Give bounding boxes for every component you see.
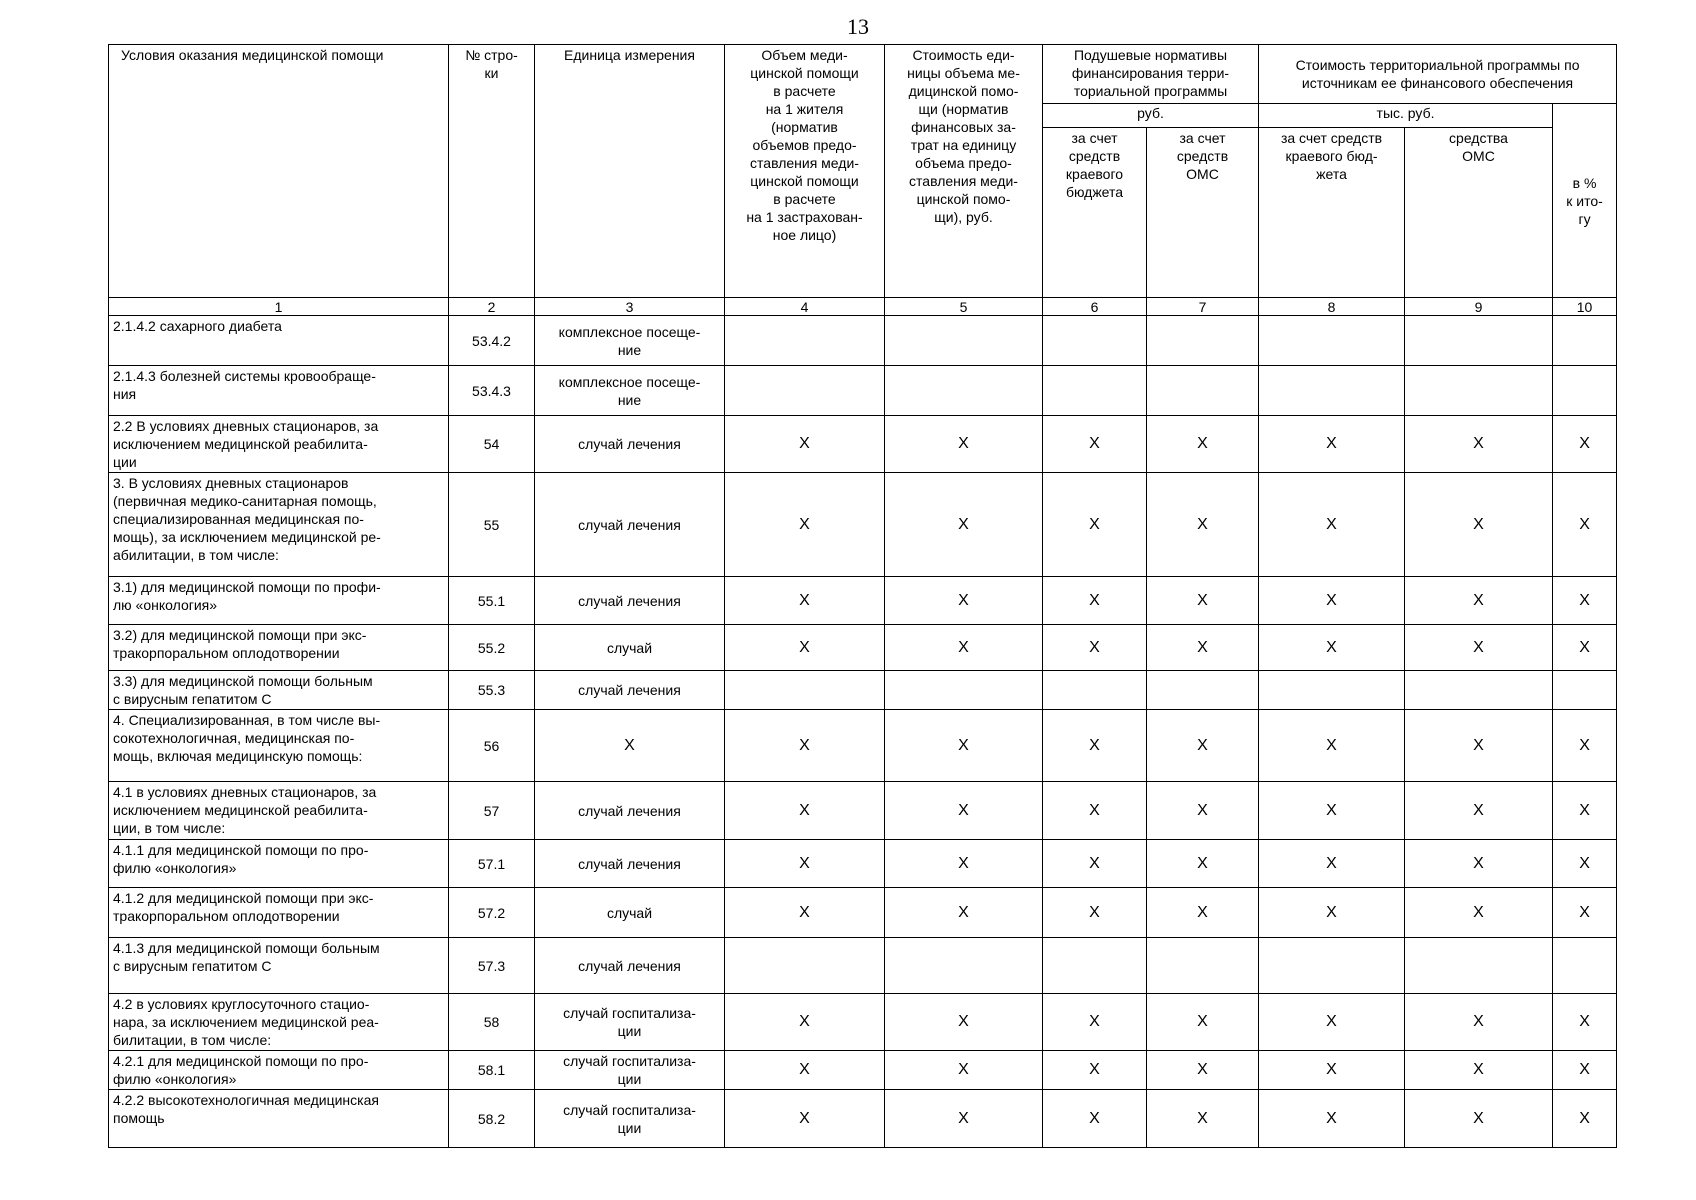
value-cell: Х: [1259, 994, 1405, 1051]
row-number-cell: 58: [449, 994, 535, 1051]
column-number: 3: [535, 298, 725, 316]
value-cell: Х: [1405, 577, 1553, 625]
value-cell: [1147, 366, 1259, 416]
row-number-cell: 53.4.2: [449, 316, 535, 366]
unit-cell: случай лечения: [535, 671, 725, 710]
value-cell: Х: [1147, 473, 1259, 577]
value-cell: Х: [1553, 994, 1617, 1051]
value-cell: Х: [1405, 625, 1553, 671]
value-cell: [1405, 366, 1553, 416]
table-row: [109, 710, 1617, 782]
value-cell: Х: [885, 710, 1043, 782]
unit-cell: случай лечения: [535, 416, 725, 473]
value-cell: Х: [725, 625, 885, 671]
table-row: [109, 577, 1617, 625]
value-cell: Х: [1553, 710, 1617, 782]
header-rub: руб.: [1043, 104, 1259, 128]
value-cell: Х: [1553, 577, 1617, 625]
value-cell: [725, 938, 885, 994]
value-cell: [1259, 366, 1405, 416]
unit-cell: случай: [535, 888, 725, 938]
value-cell: Х: [1043, 1090, 1147, 1148]
header-oms-funds-thousand: средства ОМС: [1405, 128, 1553, 298]
value-cell: Х: [1147, 1051, 1259, 1090]
value-cell: Х: [1147, 577, 1259, 625]
condition-cell: 2.2 В условиях дневных стационаров, за исключением медицинской реабилита- ции: [109, 416, 449, 473]
unit-cell: случай лечения: [535, 938, 725, 994]
value-cell: [1259, 938, 1405, 994]
value-cell: Х: [725, 473, 885, 577]
value-cell: [1405, 316, 1553, 366]
value-cell: Х: [1147, 994, 1259, 1051]
value-cell: Х: [725, 1051, 885, 1090]
value-cell: Х: [1147, 625, 1259, 671]
value-cell: Х: [885, 994, 1043, 1051]
value-cell: Х: [1553, 473, 1617, 577]
value-cell: Х: [1043, 625, 1147, 671]
value-cell: Х: [885, 473, 1043, 577]
header-thousand-rub: тыс. руб.: [1259, 104, 1553, 128]
value-cell: [885, 938, 1043, 994]
value-cell: Х: [1259, 625, 1405, 671]
unit-cell: случай госпитализа- ции: [535, 994, 725, 1051]
column-number: 7: [1147, 298, 1259, 316]
value-cell: Х: [1259, 888, 1405, 938]
row-number-cell: 55: [449, 473, 535, 577]
value-cell: Х: [1043, 782, 1147, 840]
table-row: [109, 1090, 1617, 1148]
value-cell: Х: [1405, 473, 1553, 577]
value-cell: Х: [1553, 840, 1617, 888]
row-number-cell: 55.3: [449, 671, 535, 710]
value-cell: Х: [885, 577, 1043, 625]
value-cell: Х: [1405, 782, 1553, 840]
value-cell: Х: [1043, 710, 1147, 782]
row-number-cell: 54: [449, 416, 535, 473]
value-cell: Х: [725, 782, 885, 840]
value-cell: [1553, 938, 1617, 994]
value-cell: Х: [1043, 416, 1147, 473]
value-cell: Х: [1405, 416, 1553, 473]
value-cell: Х: [1147, 840, 1259, 888]
value-cell: Х: [1043, 577, 1147, 625]
value-cell: Х: [725, 840, 885, 888]
condition-cell: 3.1) для медицинской помощи по профи- лю «онкология»: [109, 577, 449, 625]
value-cell: [885, 316, 1043, 366]
condition-cell: 4. Специализированная, в том числе вы- сокотехнологичная, медицинская по- мощь, включая медицинскую помощь:: [109, 710, 449, 782]
unit-cell: комплексное посеще- ние: [535, 316, 725, 366]
condition-cell: 3.2) для медицинской помощи при экс- тракорпоральном оплодотворении: [109, 625, 449, 671]
value-cell: Х: [725, 577, 885, 625]
value-cell: Х: [1043, 888, 1147, 938]
value-cell: Х: [1405, 710, 1553, 782]
value-cell: Х: [1553, 625, 1617, 671]
value-cell: Х: [725, 1090, 885, 1148]
header-per-capita: Подушевые нормативы финансирования терри- ториальной программы: [1043, 45, 1259, 104]
value-cell: Х: [725, 416, 885, 473]
value-cell: [1405, 671, 1553, 710]
value-cell: [1553, 671, 1617, 710]
value-cell: Х: [725, 994, 885, 1051]
unit-cell: Х: [535, 710, 725, 782]
condition-cell: 4.2.2 высокотехнологичная медицинская помощь: [109, 1090, 449, 1148]
unit-cell: случай лечения: [535, 577, 725, 625]
value-cell: Х: [1259, 577, 1405, 625]
condition-cell: 4.2 в условиях круглосуточного стацио- нара, за исключением медицинской реа- билитации, в том числе:: [109, 994, 449, 1051]
header-oms-funds: за счет средств ОМС: [1147, 128, 1259, 298]
condition-cell: 4.1 в условиях дневных стационаров, за исключением медицинской реабилита- ции, в том числе:: [109, 782, 449, 840]
header-conditions: Условия оказания медицинской помощи: [109, 45, 449, 298]
value-cell: Х: [885, 782, 1043, 840]
value-cell: [1147, 938, 1259, 994]
column-number: 4: [725, 298, 885, 316]
row-number-cell: 55.2: [449, 625, 535, 671]
unit-cell: случай лечения: [535, 782, 725, 840]
row-number-cell: 58.1: [449, 1051, 535, 1090]
table-row: [109, 782, 1617, 840]
table-row: [109, 938, 1617, 994]
value-cell: Х: [885, 625, 1043, 671]
value-cell: Х: [885, 840, 1043, 888]
table-row: [109, 1051, 1617, 1090]
column-number: 2: [449, 298, 535, 316]
value-cell: Х: [885, 416, 1043, 473]
value-cell: Х: [1259, 1051, 1405, 1090]
value-cell: [1043, 938, 1147, 994]
condition-cell: 4.1.2 для медицинской помощи при экс- тракорпоральном оплодотворении: [109, 888, 449, 938]
row-number-cell: 57.3: [449, 938, 535, 994]
table-row: [109, 625, 1617, 671]
condition-cell: 2.1.4.3 болезней системы кровообраще- ния: [109, 366, 449, 416]
unit-cell: комплексное посеще- ние: [535, 366, 725, 416]
condition-cell: 2.1.4.2 сахарного диабета: [109, 316, 449, 366]
header-program-cost: Стоимость территориальной программы по источникам ее финансового обеспечения: [1259, 45, 1617, 104]
value-cell: Х: [885, 1090, 1043, 1148]
value-cell: Х: [1259, 416, 1405, 473]
row-number-cell: 58.2: [449, 1090, 535, 1148]
condition-cell: 3. В условиях дневных стационаров (первичная медико-санитарная помощь, специализированная медицинская по- мощь), за исключением медицинской ре- абилитации, в том числе:: [109, 473, 449, 577]
value-cell: Х: [1259, 1090, 1405, 1148]
condition-cell: 4.1.3 для медицинской помощи больным с вирусным гепатитом С: [109, 938, 449, 994]
unit-cell: случай госпитализа- ции: [535, 1090, 725, 1148]
value-cell: Х: [885, 1051, 1043, 1090]
value-cell: Х: [1553, 782, 1617, 840]
value-cell: Х: [1043, 1051, 1147, 1090]
value-cell: [885, 366, 1043, 416]
row-number-cell: 57.1: [449, 840, 535, 888]
value-cell: Х: [1259, 840, 1405, 888]
value-cell: [725, 671, 885, 710]
table-row: [109, 316, 1617, 366]
value-cell: Х: [1259, 473, 1405, 577]
program-cost-table: [108, 44, 1617, 1148]
value-cell: Х: [1259, 782, 1405, 840]
value-cell: Х: [725, 710, 885, 782]
value-cell: [1043, 316, 1147, 366]
table-row: [109, 671, 1617, 710]
value-cell: Х: [1147, 710, 1259, 782]
header-row-number: № стро- ки: [449, 45, 535, 298]
value-cell: [1147, 671, 1259, 710]
value-cell: Х: [1405, 888, 1553, 938]
value-cell: Х: [1553, 1090, 1617, 1148]
value-cell: [885, 671, 1043, 710]
unit-cell: случай госпитализа- ции: [535, 1051, 725, 1090]
column-number: 6: [1043, 298, 1147, 316]
value-cell: [1147, 316, 1259, 366]
row-number-cell: 55.1: [449, 577, 535, 625]
condition-cell: 3.3) для медицинской помощи больным с вирусным гепатитом С: [109, 671, 449, 710]
row-number-cell: 56: [449, 710, 535, 782]
table-row: [109, 840, 1617, 888]
header-percent-total: в % к ито- гу: [1553, 104, 1617, 298]
value-cell: [725, 366, 885, 416]
column-number: 10: [1553, 298, 1617, 316]
value-cell: Х: [1147, 1090, 1259, 1148]
header-regional-budget: за счет средств краевого бюджета: [1043, 128, 1147, 298]
column-number-row: [109, 298, 1617, 316]
condition-cell: 4.1.1 для медицинской помощи по про- филю «онкология»: [109, 840, 449, 888]
header-regional-budget-thousand: за счет средств краевого бюд- жета: [1259, 128, 1405, 298]
value-cell: [1553, 366, 1617, 416]
row-number-cell: 53.4.3: [449, 366, 535, 416]
condition-cell: 4.2.1 для медицинской помощи по про- филю «онкология»: [109, 1051, 449, 1090]
value-cell: Х: [1147, 416, 1259, 473]
header-volume: Объем меди- цинской помощи в расчете на 1 жителя (норматив объемов предо- ставления меди- цинской помощи в расчете на 1 застрахован- ное лицо): [725, 45, 885, 298]
value-cell: Х: [1405, 1090, 1553, 1148]
unit-cell: случай: [535, 625, 725, 671]
header-unit-cost: Стоимость еди- ницы объема ме- дицинской помо- щи (норматив финансовых за- трат на единицу объема предо- ставления меди- цинской помо- щи), руб.: [885, 45, 1043, 298]
value-cell: [1553, 316, 1617, 366]
value-cell: Х: [1553, 1051, 1617, 1090]
header-unit: Единица измерения: [535, 45, 725, 298]
unit-cell: случай лечения: [535, 473, 725, 577]
column-number: 9: [1405, 298, 1553, 316]
value-cell: Х: [1405, 1051, 1553, 1090]
table-row: [109, 888, 1617, 938]
column-number: 1: [109, 298, 449, 316]
value-cell: [1259, 671, 1405, 710]
table-row: [109, 366, 1617, 416]
value-cell: [1043, 671, 1147, 710]
table-row: [109, 473, 1617, 577]
row-number-cell: 57: [449, 782, 535, 840]
value-cell: Х: [1405, 840, 1553, 888]
value-cell: Х: [1147, 888, 1259, 938]
row-number-cell: 57.2: [449, 888, 535, 938]
value-cell: [1259, 316, 1405, 366]
value-cell: Х: [1147, 782, 1259, 840]
value-cell: Х: [1259, 710, 1405, 782]
value-cell: Х: [1043, 840, 1147, 888]
value-cell: [1043, 366, 1147, 416]
page-number: 13: [847, 14, 869, 39]
column-number: 5: [885, 298, 1043, 316]
table-row: [109, 416, 1617, 473]
value-cell: Х: [885, 888, 1043, 938]
column-number: 8: [1259, 298, 1405, 316]
value-cell: Х: [1043, 994, 1147, 1051]
value-cell: Х: [1553, 416, 1617, 473]
table-row: [109, 994, 1617, 1051]
value-cell: Х: [1553, 888, 1617, 938]
value-cell: [725, 316, 885, 366]
unit-cell: случай лечения: [535, 840, 725, 888]
value-cell: [1405, 938, 1553, 994]
value-cell: Х: [1405, 994, 1553, 1051]
value-cell: Х: [725, 888, 885, 938]
value-cell: Х: [1043, 473, 1147, 577]
